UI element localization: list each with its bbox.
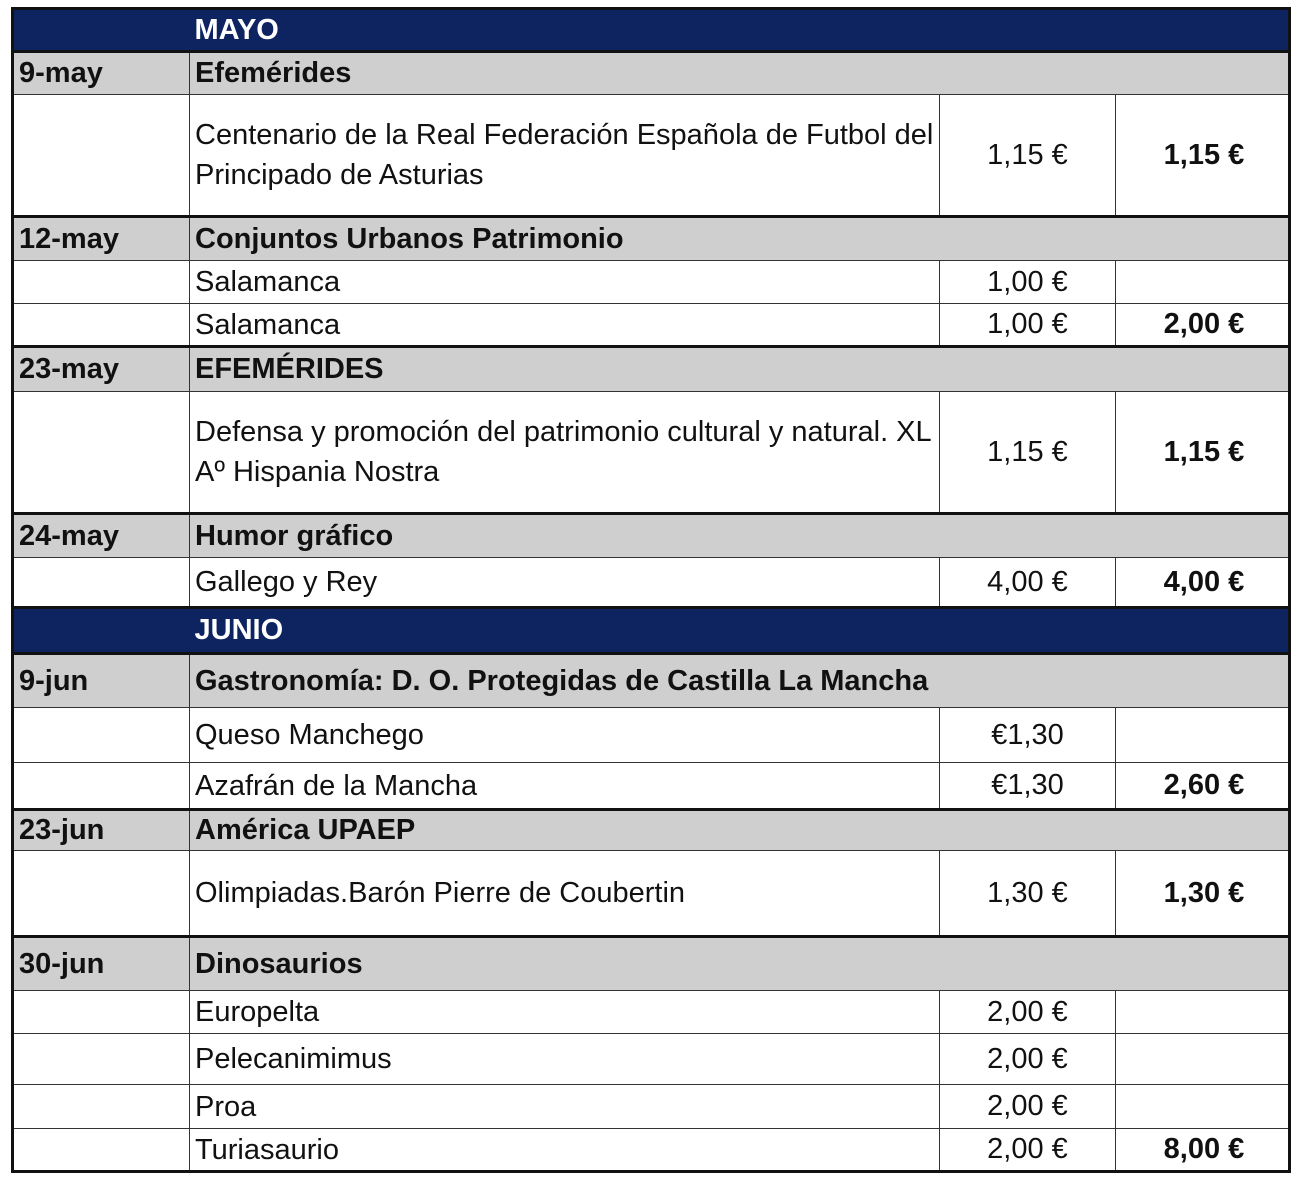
group-total [1116, 708, 1290, 763]
group-total: 1,15 € [1116, 95, 1290, 217]
issue-date: 23-jun [13, 810, 190, 851]
stamp-name: Gallego y Rey [190, 558, 940, 608]
category-row [13, 217, 1290, 261]
category-label: Conjuntos Urbanos Patrimonio [190, 217, 940, 261]
stamp-price: 1,30 € [940, 851, 1116, 937]
issue-date: 24-may [13, 514, 190, 558]
table-row [13, 558, 1290, 608]
group-total: 4,00 € [1116, 558, 1290, 608]
stamp-price: 1,00 € [940, 304, 1116, 347]
month-label: JUNIO [190, 608, 1290, 654]
month-header-row [13, 9, 1290, 52]
table-row [13, 851, 1290, 937]
stamp-name: Pelecanimimus [190, 1034, 940, 1085]
group-total [1116, 261, 1290, 304]
stamp-price: 2,00 € [940, 991, 1116, 1034]
stamp-price: 2,00 € [940, 1034, 1116, 1085]
category-label: Efemérides [190, 52, 940, 95]
stamp-name: Salamanca [190, 261, 940, 304]
table-row [13, 1034, 1290, 1085]
table-row [13, 1085, 1290, 1129]
issue-date: 9-may [13, 52, 190, 95]
stamp-name: Turiasaurio [190, 1129, 940, 1172]
table-row [13, 261, 1290, 304]
group-total: 1,30 € [1116, 851, 1290, 937]
stamp-issue-table [11, 7, 1291, 1173]
stamp-name: Defensa y promoción del patrimonio cultural y natural. XL Aº Hispania Nostra [190, 392, 940, 514]
stamp-price: 1,15 € [940, 392, 1116, 514]
table-row [13, 304, 1290, 347]
category-label: Humor gráfico [190, 514, 940, 558]
stamp-price: €1,30 [940, 763, 1116, 810]
category-row [13, 937, 1290, 991]
stamp-price: €1,30 [940, 708, 1116, 763]
stamp-name: Queso Manchego [190, 708, 940, 763]
stamp-price: 2,00 € [940, 1129, 1116, 1172]
stamp-price: 2,00 € [940, 1085, 1116, 1129]
group-total: 2,00 € [1116, 304, 1290, 347]
stamp-name: Azafrán de la Mancha [190, 763, 940, 810]
category-label: América UPAEP [190, 810, 940, 851]
stamp-name: Olimpiadas.Barón Pierre de Coubertin [190, 851, 940, 937]
category-label: EFEMÉRIDES [190, 347, 940, 392]
stamp-name: Proa [190, 1085, 940, 1129]
stamp-name: Centenario de la Real Federación Española de Futbol del Principado de Asturias [190, 95, 940, 217]
month-header-row [13, 608, 1290, 654]
issue-date: 23-may [13, 347, 190, 392]
table-row [13, 1129, 1290, 1172]
group-total: 8,00 € [1116, 1129, 1290, 1172]
category-row [13, 514, 1290, 558]
table-row [13, 991, 1290, 1034]
category-label: Dinosaurios [190, 937, 940, 991]
issue-date: 9-jun [13, 654, 190, 708]
group-total: 2,60 € [1116, 763, 1290, 810]
stamp-price: 1,00 € [940, 261, 1116, 304]
table-row [13, 95, 1290, 217]
stamp-price: 4,00 € [940, 558, 1116, 608]
category-row [13, 347, 1290, 392]
group-total [1116, 1085, 1290, 1129]
group-total [1116, 991, 1290, 1034]
table-row [13, 392, 1290, 514]
category-label: Gastronomía: D. O. Protegidas de Castilla La Mancha [190, 654, 940, 708]
table-row [13, 708, 1290, 763]
month-label: MAYO [190, 9, 1290, 52]
stamp-name: Salamanca [190, 304, 940, 347]
category-row [13, 810, 1290, 851]
issue-date: 30-jun [13, 937, 190, 991]
stamp-price: 1,15 € [940, 95, 1116, 217]
issue-date: 12-may [13, 217, 190, 261]
group-total [1116, 1034, 1290, 1085]
category-row [13, 52, 1290, 95]
stamp-name: Europelta [190, 991, 940, 1034]
table-row [13, 763, 1290, 810]
category-row [13, 654, 1290, 708]
group-total: 1,15 € [1116, 392, 1290, 514]
